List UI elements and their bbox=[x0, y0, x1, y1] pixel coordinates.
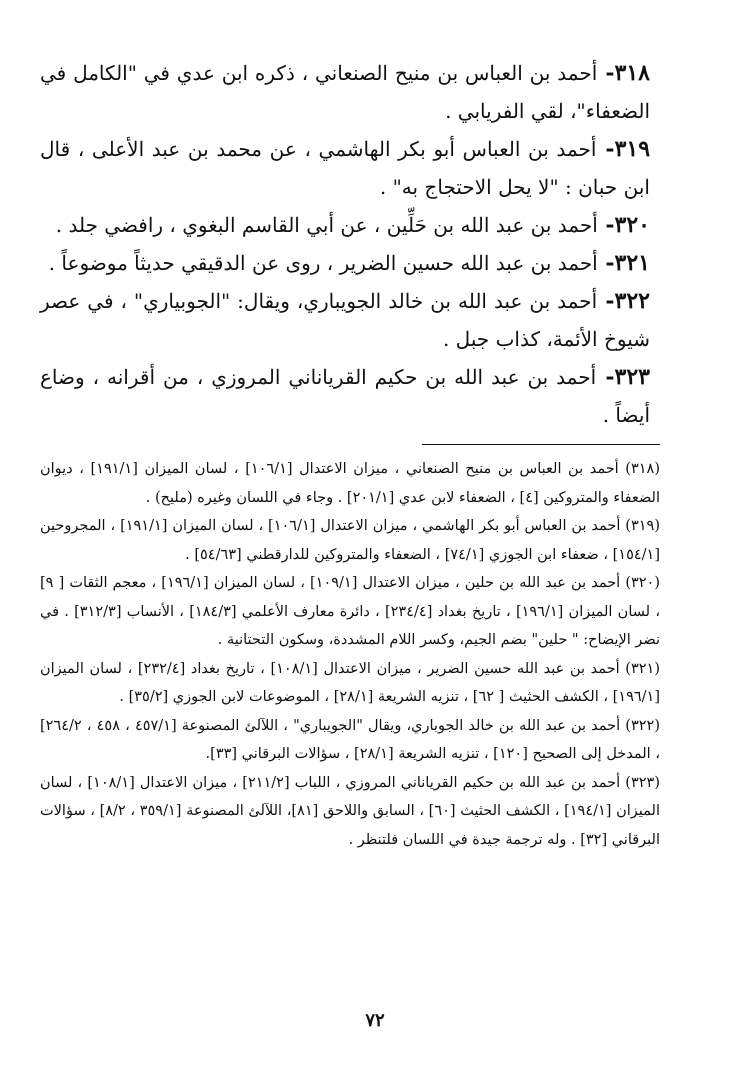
entry-321: ٣٢١- أحمد بن عبد الله حسين الضرير ، روى عن الدقيقي حديثاً موضوعاً . bbox=[48, 250, 650, 276]
entry-318: ٣١٨- أحمد بن العباس بن منيح الصنعاني ، ذكره ابن عدي في "الكامل في الضعفاء"، لقي الفريابي . bbox=[40, 60, 650, 123]
entry-text: أحمد بن العباس بن منيح الصنعاني ، ذكره ابن عدي في "الكامل في الضعفاء"، لقي الفريابي . bbox=[40, 61, 650, 123]
footnote-319 bbox=[40, 512, 660, 569]
entry-323: ٣٢٣- أحمد بن عبد الله بن حكيم القرياناني المروزي ، من أقرانه ، وضاع أيضاً . bbox=[40, 364, 650, 427]
entry-322: ٣٢٢- أحمد بن عبد الله بن خالد الجويباري، ويقال: "الجوبياري" ، في عصر شيوخ الأئمة، كذاب جبل . bbox=[40, 288, 650, 351]
entry-text: أحمد بن عبد الله بن خالد الجويباري، ويقال: "الجوبياري" ، في عصر شيوخ الأئمة، كذاب جبل . bbox=[40, 289, 650, 351]
footnote-number: (٣٢٣) bbox=[625, 774, 660, 791]
entry-number: ٣١٨ bbox=[614, 60, 650, 86]
page-number: ٧٢ bbox=[365, 1010, 385, 1031]
entry-319: ٣١٩- أحمد بن العباس أبو بكر الهاشمي ، عن محمد بن عبد الأعلى ، قال ابن حبان : "لا يحل الاحتجاج به" . bbox=[40, 136, 651, 199]
footnote-text: أحمد بن العباس بن منيح الصنعاني ، ميزان الاعتدال [١٠٦/١] ، لسان الميزان [١٩١/١] ، ديوان الضعفاء والمتروكين [٤] ، الضعفاء لابن عدي [٢٠١/١] . وجاء في اللسان وغيره (مليح) . bbox=[40, 461, 660, 506]
footnote-322 bbox=[40, 712, 660, 769]
footnote-text: أحمد بن عبد الله بن حلين ، ميزان الاعتدال [١٠٩/١] ، لسان الميزان [١٩٦/١] ، معجم الثقات [ ٩] ، لسان الميزان [١٩٦/١] ، تاريخ بغداد [٢٣٤/٤] ، دائرة معارف الأعلمي [١٨٤/٣] ، الأنساب [٣١٢/٣] . في نضر الإيضاح: " حلين" بضم الجيم، وكسر اللام المشددة، وسكون التحتانية . bbox=[40, 575, 661, 648]
footnote-text: أحمد بن عبد الله حسين الضرير ، ميزان الاعتدال [١٠٨/١] ، تاريخ بغداد [٢٣٢/٤] ، لسان الميزان [١٩٦/١] ، الكشف الحثيث [ ٦٢] ، تنزيه الشريعة [٢٨/١] ، الموضوعات لابن الجوزي [٣٥/٢] . bbox=[40, 660, 660, 705]
entry-text: أحمد بن العباس أبو بكر الهاشمي ، عن محمد بن عبد الأعلى ، قال ابن حبان : "لا يحل الاحتجاج به" . bbox=[40, 137, 650, 199]
footnote-321 bbox=[40, 655, 660, 712]
entry-text: أحمد بن عبد الله حسين الضرير ، روى عن الدقيقي حديثاً موضوعاً . bbox=[48, 251, 598, 275]
footnote-320 bbox=[40, 569, 660, 655]
footnote-text: أحمد بن العباس أبو بكر الهاشمي ، ميزان الاعتدال [١٠٦/١] ، لسان الميزان [١٩١/١] ، المجروحين [١٥٤/١] ، ضعفاء ابن الجوزي [٧٤/١] ، الضعفاء والمتروكين للدارقطني [٥٤/٦٣] . bbox=[40, 518, 660, 563]
entry-number: ٣٢٣ bbox=[614, 364, 650, 390]
footnote-number: (٣٢٠) bbox=[625, 575, 661, 591]
footnote-text: أحمد بن عبد الله بن حكيم القرياناني المروزي ، اللباب [٢١١/٢] ، ميزان الاعتدال [١٠٨/١] ، لسان الميزان [١٩٤/١] ، الكشف الحثيث [٦٠] ، السابق واللاحق [٨١]، اللآلئ المصنوعة [٣٥٩/١ ، ٨/٢] ، سؤالات البرقاني [٣٢] . وله ترجمة جيدة في اللسان فلتنظر . bbox=[40, 774, 660, 848]
entry-text: أحمد بن عبد الله بن حكيم القرياناني المروزي ، من أقرانه ، وضاع أيضاً . bbox=[40, 365, 650, 427]
footnote-number: (٣٢٢) bbox=[625, 717, 660, 734]
entry-number: ٣٢٢ bbox=[614, 288, 650, 314]
footnote-number: (٣١٨) bbox=[625, 461, 661, 477]
footnote-divider bbox=[422, 444, 660, 445]
footnote-text: أحمد بن عبد الله بن خالد الجوباري، ويقال "الجويباري" ، اللآلئ المصنوعة [٤٥٧/١ ، ٤٥٨ ، ٢٦٤/٢] ، المدخل إلى الصحيح [١٢٠] ، تنزيه الشريعة [٢٨/١] ، سؤالات البرقاني [٣٣]. bbox=[40, 717, 660, 762]
entries-list bbox=[40, 54, 650, 434]
footnotes bbox=[40, 455, 660, 854]
entry-number: ٣٢٠ bbox=[614, 212, 650, 238]
footnote-323 bbox=[40, 769, 660, 855]
entry-text: أحمد بن عبد الله بن حَلِّين ، عن أبي القاسم البغوي ، رافضي جلد . bbox=[55, 213, 598, 237]
footnote-318 bbox=[40, 455, 660, 512]
main-text bbox=[40, 54, 650, 434]
entry-number: ٣١٩ bbox=[614, 136, 651, 162]
entry-number: ٣٢١ bbox=[614, 250, 650, 276]
footnote-number: (٣١٩) bbox=[625, 518, 661, 534]
entry-320: ٣٢٠- أحمد بن عبد الله بن حَلِّين ، عن أبي القاسم البغوي ، رافضي جلد . bbox=[55, 212, 650, 238]
footnote-number: (٣٢١) bbox=[625, 660, 660, 677]
